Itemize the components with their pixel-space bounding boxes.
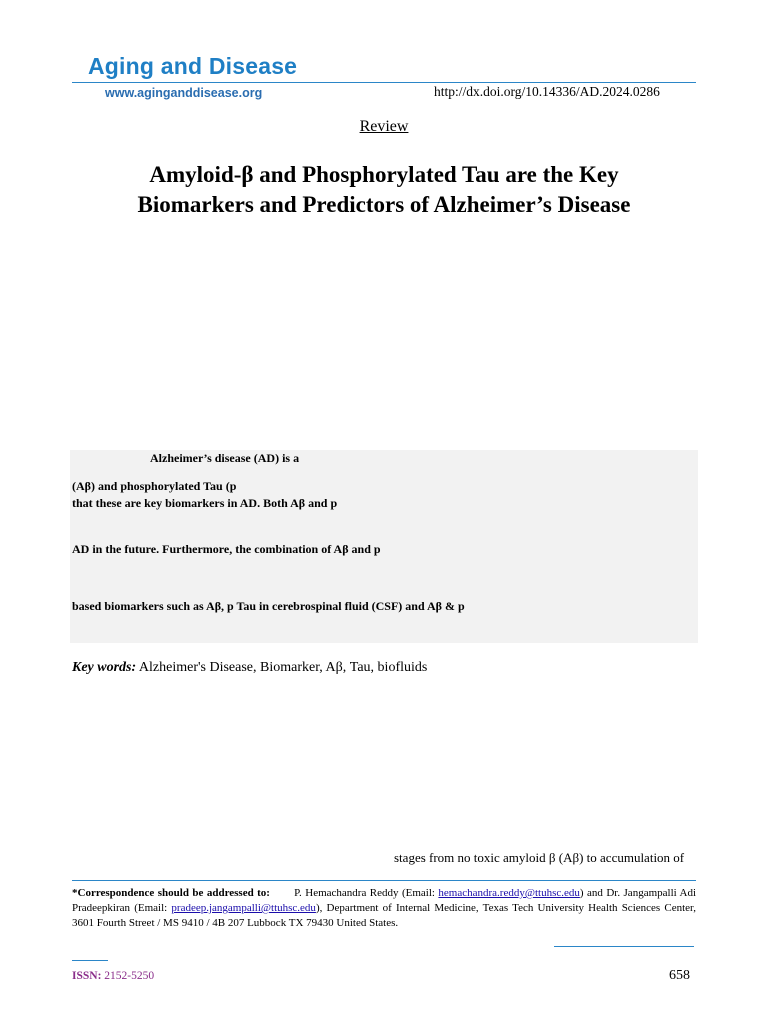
abstract-line: that these are key biomarkers in AD. Both Aβ and p — [72, 496, 338, 510]
page-number: 658 — [669, 968, 690, 983]
article-title-line-1: Amyloid-β and Phosphorylated Tau are the Key — [149, 162, 619, 187]
abstract-line: based biomarkers such as Aβ, p Tau in cerebrospinal fluid (CSF) and Aβ & p — [72, 599, 465, 613]
keywords-text: Alzheimer's Disease, Biomarker, Aβ, Tau, biofluids — [138, 660, 428, 675]
article-title-line-2: Biomarkers and Predictors of Alzheimer’s Disease — [137, 192, 631, 217]
keywords — [72, 660, 427, 676]
header-divider — [72, 82, 696, 83]
abstract-line: AD in the future. Furthermore, the combination of Aβ and p — [72, 542, 381, 556]
article-type: Review — [359, 118, 409, 135]
journal-url[interactable]: www.aginganddisease.org — [105, 86, 263, 100]
correspondence — [72, 886, 696, 931]
email-link-1[interactable]: hemachandra.reddy@ttuhsc.edu — [438, 887, 580, 899]
issn — [72, 970, 154, 982]
footer-rule-right — [554, 946, 694, 947]
correspondence-label: *Correspondence should be addressed to: — [72, 887, 270, 899]
issn-label: ISSN: — [72, 970, 102, 982]
correspondence-address: ), Department of Internal Medicine, Texas Tech University Health Sciences Center, 3601 Fourth Street / MS 9410 / 4B 207 Lubbock TX 79430 United States. — [72, 902, 696, 929]
intro-fragment: stages from no toxic amyloid β (Aβ) to accumulation of — [394, 850, 685, 865]
abstract-line: Alzheimer’s disease (AD) is a — [150, 451, 300, 465]
email-link-2[interactable]: pradeep.jangampalli@ttuhsc.edu — [171, 902, 316, 914]
doi-link[interactable]: http://dx.doi.org/10.14336/AD.2024.0286 — [434, 84, 660, 99]
abstract-line: (Aβ) and phosphorylated Tau (p — [72, 479, 237, 493]
article-title — [60, 160, 708, 220]
correspondence-author1: P. Hemachandra Reddy (Email: — [294, 887, 439, 899]
correspondence-divider — [72, 880, 696, 881]
correspondence-mid: ) and Dr. Jangampalli Adi Pradeepkiran (Email: — [72, 887, 697, 914]
issn-value: 2152-5250 — [104, 970, 155, 982]
journal-title: Aging and Disease — [88, 53, 298, 79]
footer-rule-left — [72, 960, 108, 961]
keywords-label: Key words: — [72, 660, 137, 675]
